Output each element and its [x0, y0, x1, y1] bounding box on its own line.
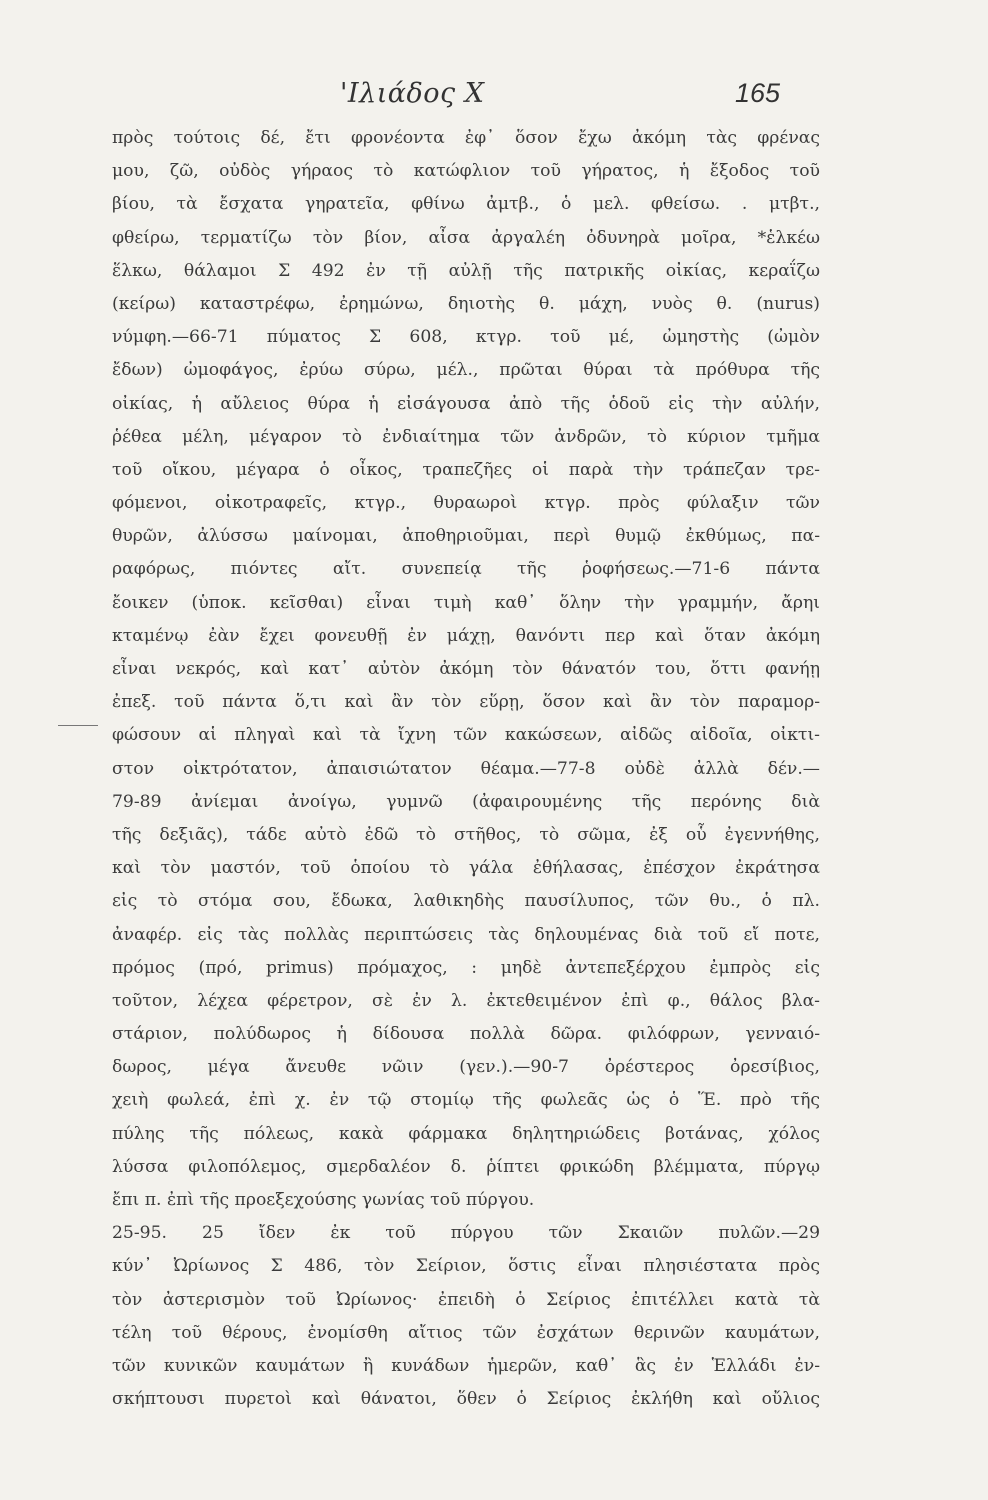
commentary-text: [112, 122, 820, 1416]
running-title: 'Ιλιάδος Χ: [340, 78, 485, 109]
text-line: λύσσα φιλοπόλεμος, σμερδαλέον δ. ῥίπτει φρικώδη βλέμματα, πύργῳ: [112, 1156, 820, 1177]
text-line: στάριον, πολύδωρος ἡ δίδουσα πολλὰ δῶρα. φιλόφρων, γενναιό-: [112, 1024, 820, 1045]
text-line: πρόμος (πρό, primus) πρόμαχος, : μηδὲ ἀντεπεξέρχου ἐμπρὸς εἰς: [112, 957, 820, 978]
text-line: βίου, τὰ ἔσχατα γηρατεῖα, φθίνω ἀμτβ., ὁ μελ. φθείσω. . μτβτ.,: [112, 194, 820, 215]
text-line: φόμενοι, οἰκοτραφεῖς, κτγρ., θυραωροὶ κτγρ. πρὸς φύλαξιν τῶν: [112, 493, 820, 514]
text-line: φθείρω, τερματίζω τὸν βίον, αἶσα ἀργαλέη ὀδυνηρὰ μοῖρα, *ἑλκέω: [112, 227, 820, 248]
text-line: καὶ τὸν μαστόν, τοῦ ὁποίου τὸ γάλα ἐθήλασας, ἐπέσχον ἐκράτησα: [112, 858, 820, 879]
text-line: ἐπεξ. τοῦ πάντα ὅ,τι καὶ ἂν τὸν εὕρῃ, ὅσον καὶ ἂν τὸν παραμορ-: [112, 692, 820, 713]
text-line: ἀναφέρ. εἰς τὰς πολλὰς περιπτώσεις τὰς δηλουμένας διὰ τοῦ εἴ ποτε,: [112, 924, 820, 945]
text-line: τῶν κυνικῶν καυμάτων ἢ κυνάδων ἡμερῶν, καθ᾽ ἃς ἐν Ἑλλάδι ἐν-: [112, 1355, 820, 1376]
text-line: σκήπτουσι πυρετοὶ καὶ θάνατοι, ὅθεν ὁ Σείριος ἐκλήθη καὶ οὔλιος: [112, 1389, 820, 1410]
page-header: [0, 72, 988, 112]
text-line: (κείρω) καταστρέφω, ἐρημώνω, δηιοτὴς θ. μάχη, νυὸς θ. (nurus): [112, 293, 820, 314]
text-line: πύλης τῆς πόλεως, κακὰ φάρμακα δηλητηριώδεις βοτάνας, χόλος: [112, 1123, 820, 1144]
text-line: τῆς δεξιᾶς), τάδε αὐτὸ ἐδῶ τὸ στῆθος, τὸ σῶμα, ἐξ οὗ ἐγεννήθης,: [112, 824, 820, 845]
text-line: στον οἰκτρότατον, ἀπαισιώτατον θέαμα.—77-8 οὐδὲ ἀλλὰ δέν.—: [112, 758, 820, 779]
text-line: ἔοικεν (ὑποκ. κεῖσθαι) εἶναι τιμὴ καθ᾽ ὅλην τὴν γραμμήν, ἄρηι: [112, 592, 820, 613]
text-line: εἰς τὸ στόμα σου, ἔδωκα, λαθικηδὴς παυσίλυπος, τῶν θυ., ὁ πλ.: [112, 891, 820, 912]
text-line: φώσουν αἱ πληγαὶ καὶ τὰ ἴχνη τῶν κακώσεων, αἰδῶς αἰδοῖα, οἰκτι-: [112, 725, 820, 746]
text-line: δωρος, μέγα ἄνευθε νῶιν (γεν.).—90-7 ὀρέστερος ὀρεσίβιος,: [112, 1057, 820, 1078]
text-line: θυρῶν, ἀλύσσω μαίνομαι, ἀποθηριοῦμαι, περὶ θυμῷ ἐκθύμως, πα-: [112, 526, 820, 547]
text-line: ἕλκω, θάλαμοι Σ 492 ἐν τῇ αὐλῇ τῆς πατρικῆς οἰκίας, κεραΐζω: [112, 260, 820, 281]
page-number: 165: [735, 78, 781, 108]
text-line: χειὴ φωλεά, ἐπὶ χ. ἐν τῷ στομίῳ τῆς φωλεᾶς ὡς ὁ Ἕ. πρὸ τῆς: [112, 1090, 820, 1111]
text-line: 25-95. 25 ἴδεν ἐκ τοῦ πύργου τῶν Σκαιῶν πυλῶν.—29: [112, 1223, 820, 1244]
text-line: κύν᾽ Ὠρίωνος Σ 486, τὸν Σείριον, ὅστις εἶναι πλησιέστατα πρὸς: [112, 1256, 820, 1277]
text-line: ἔδων) ὠμοφάγος, ἐρύω σύρω, μέλ., πρῶται θύραι τὰ πρόθυρα τῆς: [112, 360, 820, 381]
text-line: οἰκίας, ἡ αὔλειος θύρα ἡ εἰσάγουσα ἀπὸ τῆς ὁδοῦ εἰς τὴν αὐλήν,: [112, 393, 820, 414]
text-line: πρὸς τούτοις δέ, ἔτι φρονέοντα ἐφ᾽ ὅσον ἔχω ἀκόμη τὰς φρένας: [112, 128, 820, 148]
text-line: τοῦτον, λέχεα φέρετρον, σὲ ἐν λ. ἐκτεθειμένον ἐπὶ φ., θάλος βλα-: [112, 990, 820, 1011]
text-line: τοῦ οἴκου, μέγαρα ὁ οἶκος, τραπεζῆες οἱ παρὰ τὴν τράπεζαν τρε-: [112, 459, 820, 480]
text-line: τέλη τοῦ θέρους, ἐνομίσθη αἴτιος τῶν ἐσχάτων θερινῶν καυμάτων,: [112, 1322, 820, 1343]
text-line: κταμένῳ ἐὰν ἔχει φονευθῇ ἐν μάχῃ, θανόντι περ καὶ ὅταν ἀκόμη: [112, 625, 820, 646]
text-line: 79-89 ἀνίεμαι ἀνοίγω, γυμνῶ (ἀφαιρουμένης τῆς περόνης διὰ: [112, 791, 820, 812]
text-line: ἔπι π. ἐπὶ τῆς προεξεχούσης γωνίας τοῦ πύργου.: [112, 1190, 535, 1210]
text-line: ραφόρως, πιόντες αἴτ. συνεπείᾳ τῆς ῥοφήσεως.—71-6 πάντα: [112, 559, 820, 580]
text-line: εἶναι νεκρός, καὶ κατ᾽ αὐτὸν ἀκόμη τὸν θάνατόν του, ὅττι φανήῃ: [112, 659, 820, 679]
text-line: νύμφη.—66-71 πύματος Σ 608, κτγρ. τοῦ μέ, ὠμηστὴς (ὠμὸν: [112, 327, 820, 348]
text-line: μου, ζῶ, οὐδὸς γήραος τὸ κατώφλιον τοῦ γήρατος, ἡ ἔξοδος τοῦ: [112, 161, 820, 182]
text-line: τὸν ἀστερισμὸν τοῦ Ὠρίωνος· ἐπειδὴ ὁ Σείριος ἐπιτέλλει κατὰ τὰ: [112, 1289, 820, 1310]
text-line: ῥέθεα μέλη, μέγαρον τὸ ἐνδιαίτημα τῶν ἀνδρῶν, τὸ κύριον τμῆμα: [112, 426, 820, 447]
margin-mark: [58, 725, 98, 726]
